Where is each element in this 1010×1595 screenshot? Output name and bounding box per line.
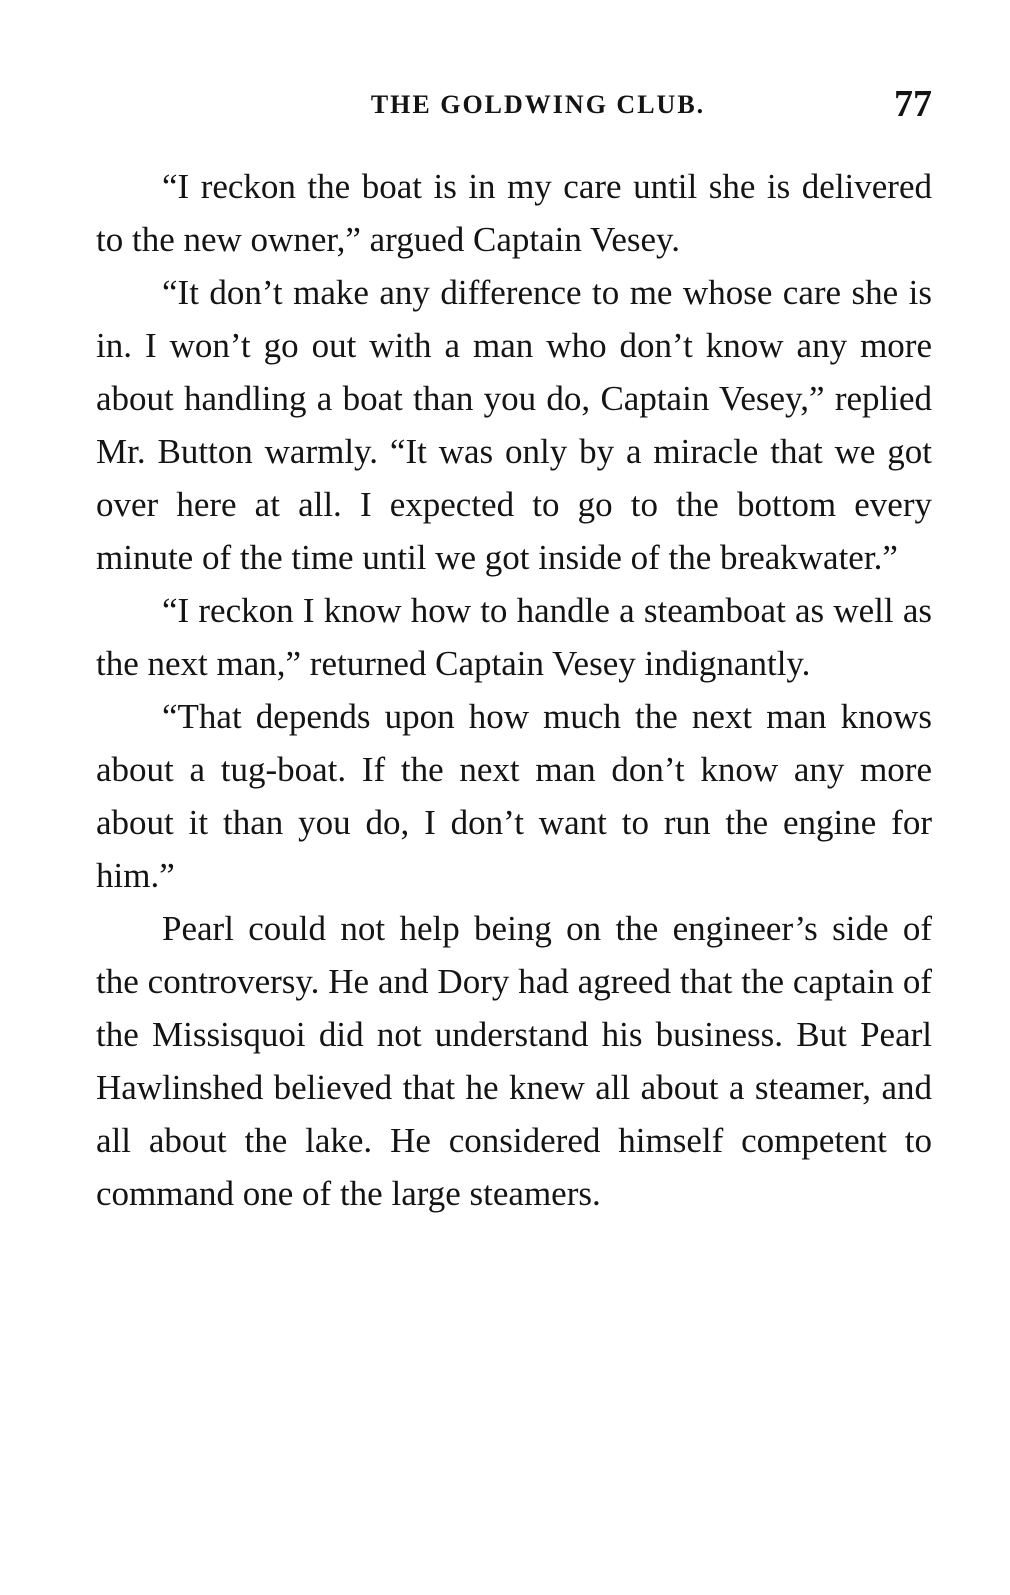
paragraph-1: “I reckon the boat is in my care until she is delivered to the new owner,” argued Captain Vesey.	[96, 167, 932, 259]
paragraph-5: Pearl could not help being on the engineer’s side of the controversy. He and Dory had agreed that the captain of the Missisquoi did not understand his business. But Pearl Hawlinshed believed that he knew all about a steamer, and all about the lake. He considered himself competent to command one of the large steamers.	[96, 909, 932, 1213]
paragraph-2: “It don’t make any difference to me whose care she is in. I won’t go out with a man who don’t know any more about handling a boat than you do, Captain Vesey,” replied Mr. Button warmly. “It was only by a miracle that we got over here at all. I expected to go to the bottom every minute of the time until we got inside of the breakwater.”	[96, 273, 932, 577]
body-text	[96, 160, 932, 1220]
paragraph-4: “That depends upon how much the next man knows about a tug-boat. If the next man don’t know any more about it than you do, I don’t want to run the engine for him.”	[96, 697, 932, 895]
running-head	[96, 84, 932, 128]
page-number: 77	[894, 83, 932, 125]
paragraph-3: “I reckon I know how to handle a steamboat as well as the next man,” returned Captain Vesey indignantly.	[96, 591, 932, 683]
running-title: THE GOLDWING CLUB.	[370, 90, 706, 119]
